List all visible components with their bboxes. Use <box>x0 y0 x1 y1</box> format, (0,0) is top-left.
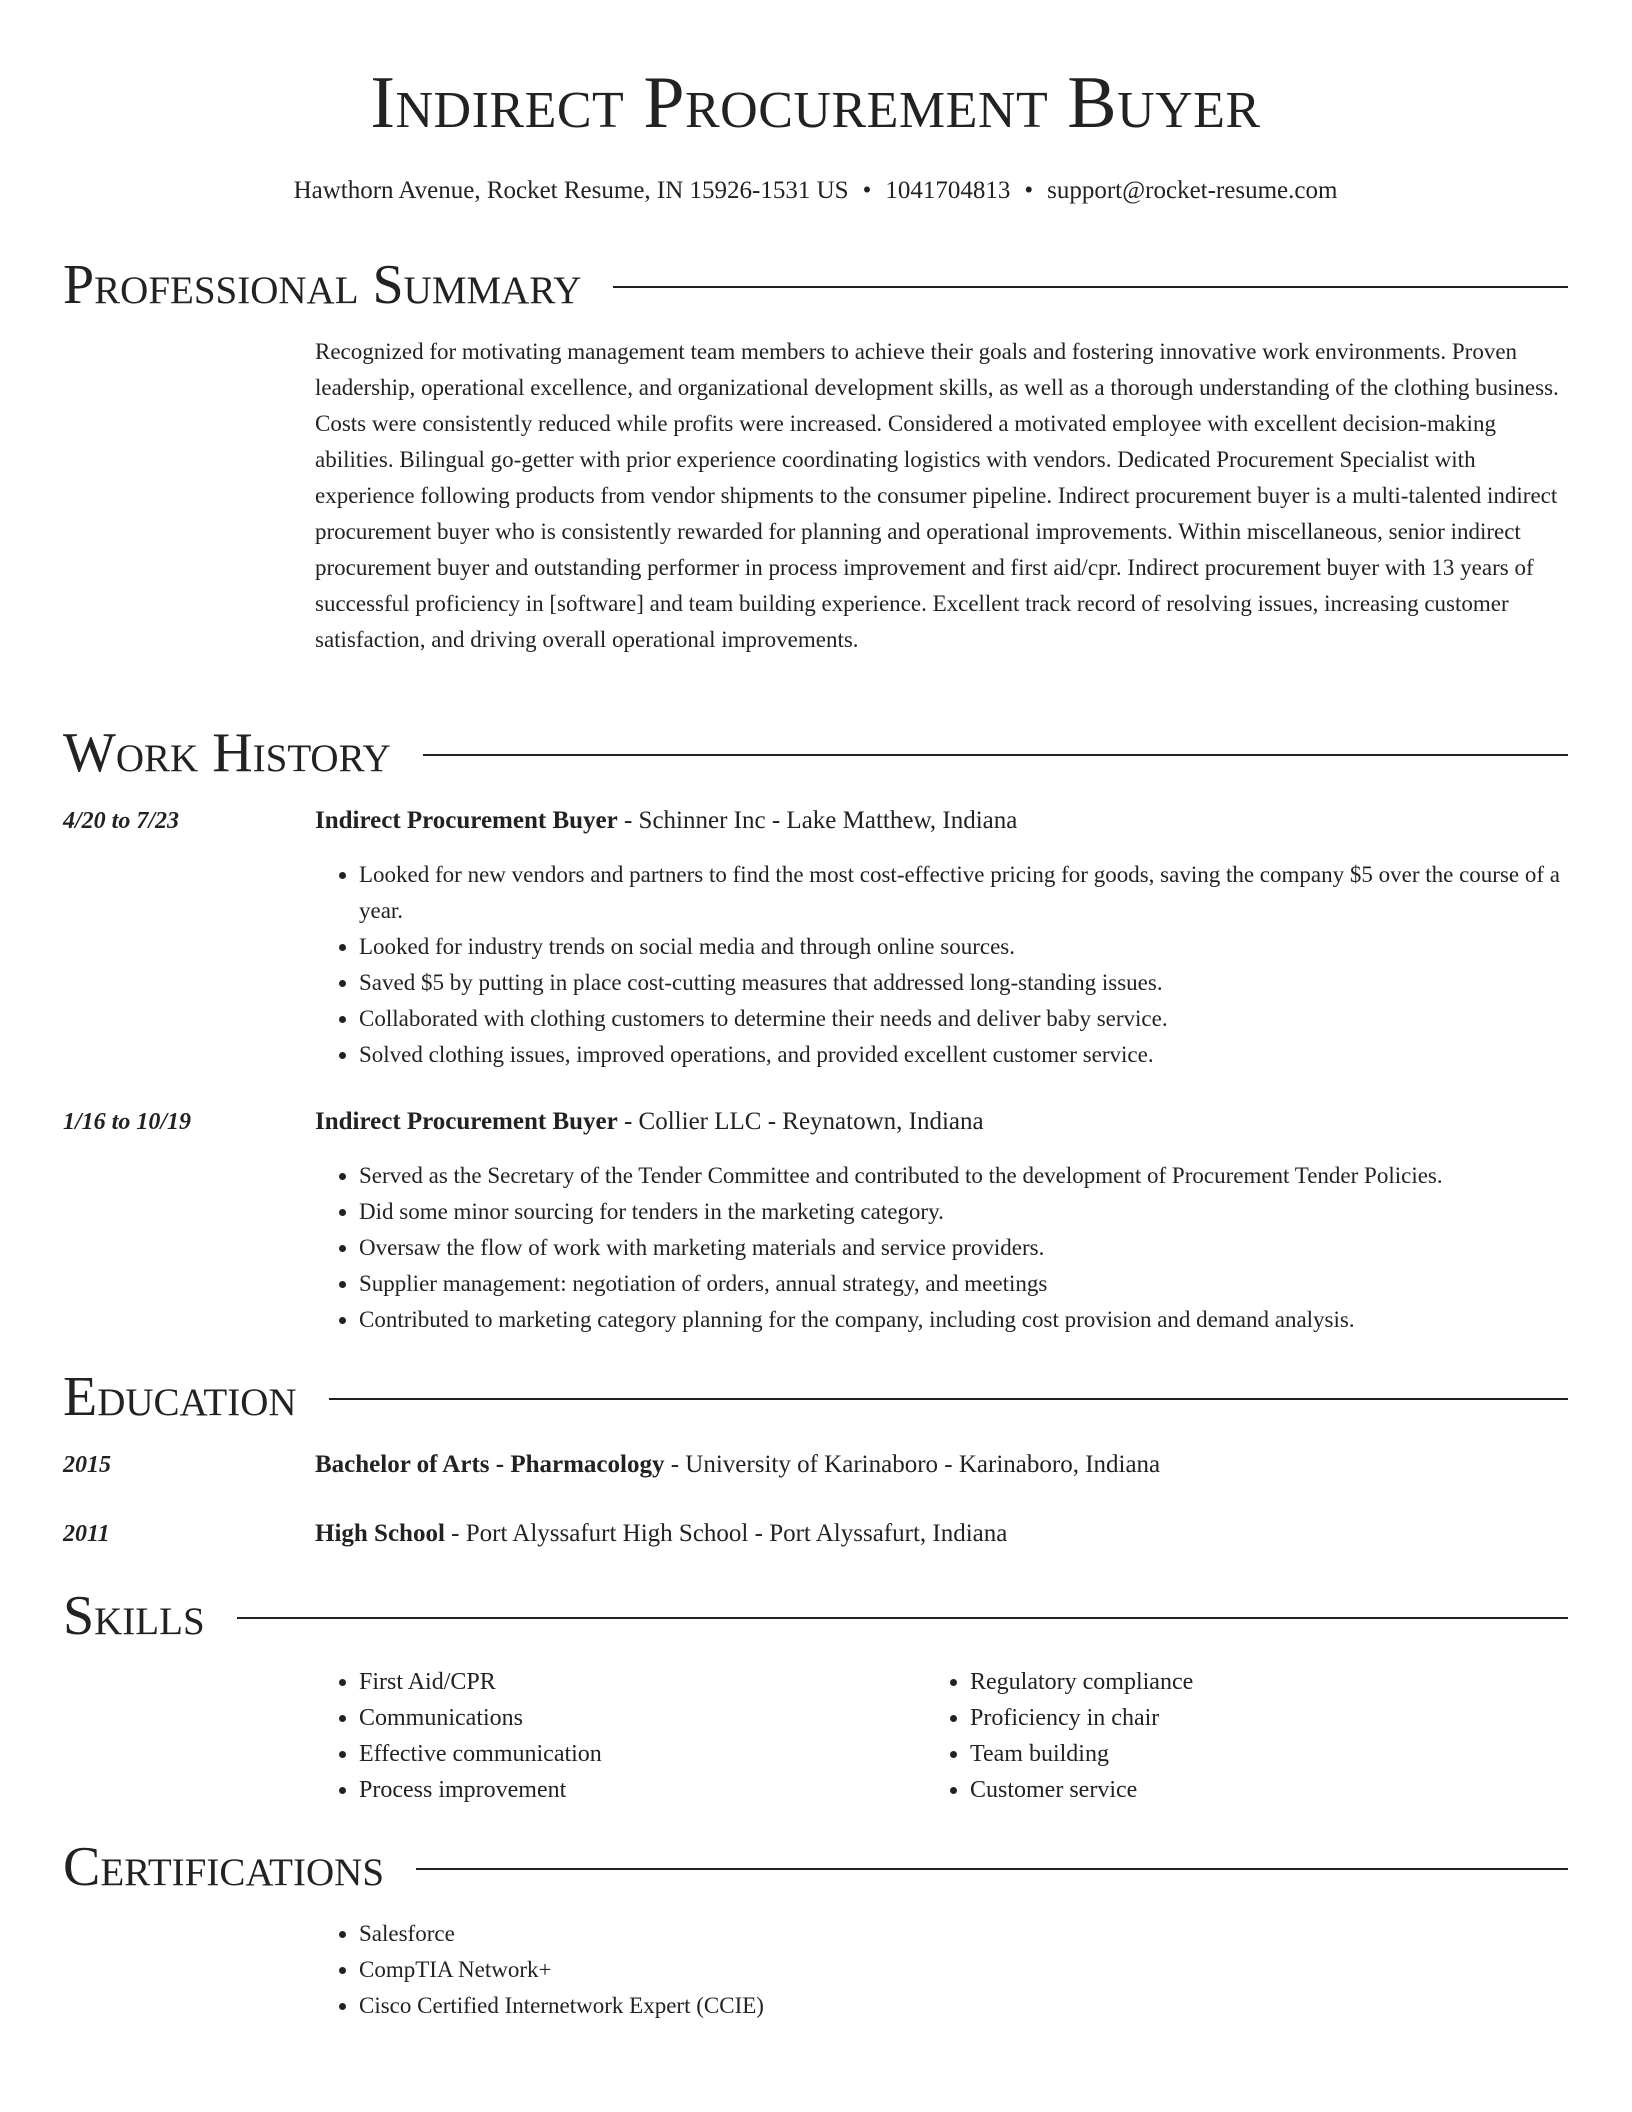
list-item: • Supplier management: negotiation of orders, annual strategy, and meetings <box>359 1266 1570 1302</box>
contact-email: support@rocket-resume.com <box>1047 177 1338 204</box>
education-entry <box>315 1518 1570 1550</box>
list-item: • Collaborated with clothing customers to determine their needs and deliver baby service. <box>359 1001 1570 1037</box>
section-divider <box>416 1868 1568 1870</box>
education-year: 2015 <box>63 1452 111 1478</box>
list-item: • Looked for industry trends on social media and through online sources. <box>359 929 1570 965</box>
list-item: • Saved $5 by putting in place cost-cutting measures that addressed long-standing issues. <box>359 965 1570 1001</box>
education-year: 2011 <box>63 1521 110 1547</box>
work-heading: Work History <box>63 722 391 784</box>
list-item: • Salesforce <box>359 1916 1570 1952</box>
contact-line <box>63 175 1568 207</box>
job-dates: 4/20 to 7/23 <box>63 808 180 834</box>
list-item: • First Aid/CPR <box>359 1664 919 1700</box>
resume-title: Indirect Procurement Buyer <box>370 62 1261 144</box>
list-item: • Cisco Certified Internetwork Expert (CCIE) <box>359 1988 1570 2024</box>
education-section-header <box>63 1366 1568 1428</box>
list-item: • Process improvement <box>359 1772 919 1808</box>
list-item: • Customer service <box>970 1772 1570 1808</box>
education-heading: Education <box>63 1366 297 1428</box>
job-header <box>315 1106 1570 1138</box>
skills-list-right <box>926 1664 1570 1808</box>
education-details: - Port Alyssafurt High School - Port Alyssafurt, Indiana <box>444 1520 1008 1547</box>
education-entry <box>315 1449 1570 1481</box>
list-item: • Communications <box>359 1700 919 1736</box>
skills-list-left <box>315 1664 919 1808</box>
contact-separator: • <box>1024 177 1034 204</box>
list-item: • Oversaw the flow of work with marketing materials and service providers. <box>359 1230 1570 1266</box>
list-item: • Looked for new vendors and partners to find the most cost-effective pricing for goods, saving the company $5 over the course of a year. <box>359 857 1570 929</box>
summary-section-header <box>63 254 1568 316</box>
skills-heading: Skills <box>63 1585 205 1647</box>
summary-heading: Professional Summary <box>63 254 582 316</box>
job-header <box>315 805 1570 837</box>
skills-section-header <box>63 1585 1568 1647</box>
list-item: • Regulatory compliance <box>970 1664 1570 1700</box>
list-item: • Contributed to marketing category planning for the company, including cost provision and demand analysis. <box>359 1302 1570 1338</box>
job-bullet-list <box>315 1158 1570 1338</box>
job-dates: 1/16 to 10/19 <box>63 1109 192 1135</box>
education-degree: High School <box>315 1520 445 1547</box>
job-details: - Collier LLC - Reynatown, Indiana <box>617 1108 984 1135</box>
section-divider <box>237 1617 1568 1619</box>
job-title: Indirect Procurement Buyer <box>315 807 618 834</box>
certifications-heading: Certifications <box>63 1836 385 1898</box>
list-item: • Effective communication <box>359 1736 919 1772</box>
list-item: • Team building <box>970 1736 1570 1772</box>
list-item: • Did some minor sourcing for tenders in the marketing category. <box>359 1194 1570 1230</box>
work-section-header <box>63 722 1568 784</box>
job-bullet-list <box>315 857 1570 1073</box>
section-divider <box>423 754 1568 756</box>
section-divider <box>329 1398 1568 1400</box>
list-item: • Served as the Secretary of the Tender Committee and contributed to the development of Procurement Tender Policies. <box>359 1158 1570 1194</box>
list-item: • Proficiency in chair <box>970 1700 1570 1736</box>
contact-address: Hawthorn Avenue, Rocket Resume, IN 15926-1531 US <box>293 177 849 204</box>
education-degree: Bachelor of Arts - Pharmacology <box>315 1451 665 1478</box>
contact-separator: • <box>862 177 872 204</box>
section-divider <box>613 286 1568 288</box>
list-item: • CompTIA Network+ <box>359 1952 1570 1988</box>
job-details: - Schinner Inc - Lake Matthew, Indiana <box>617 807 1018 834</box>
contact-phone: 1041704813 <box>885 177 1011 204</box>
list-item: • Solved clothing issues, improved operations, and provided excellent customer service. <box>359 1037 1570 1073</box>
certifications-list <box>315 1916 1570 2024</box>
certifications-section-header <box>63 1836 1568 1898</box>
summary-text: Recognized for motivating management team members to achieve their goals and fostering innovative work environments. Proven leadership, operational excellence, and organizational development skills, as well as a thorough understanding of the clothing business. Costs were consistently reduced while profits were increased. Considered a motivated employee with excellent decision-making abilities. Bilingual go-getter with prior experience coordinating logistics with vendors. Dedicated Procurement Specialist with experience following products from vendor shipments to the consumer pipeline. Indirect procurement buyer is a multi-talented indirect procurement buyer who is consistently rewarded for planning and operational improvements. Within miscellaneous, senior indirect procurement buyer and outstanding performer in process improvement and first aid/cpr. Indirect procurement buyer with 13 years of successful proficiency in [software] and team building experience. Excellent track record of resolving issues, increasing customer satisfaction, and driving overall operational improvements. <box>315 339 1559 652</box>
education-details: - University of Karinaboro - Karinaboro, Indiana <box>664 1451 1161 1478</box>
job-title: Indirect Procurement Buyer <box>315 1108 618 1135</box>
